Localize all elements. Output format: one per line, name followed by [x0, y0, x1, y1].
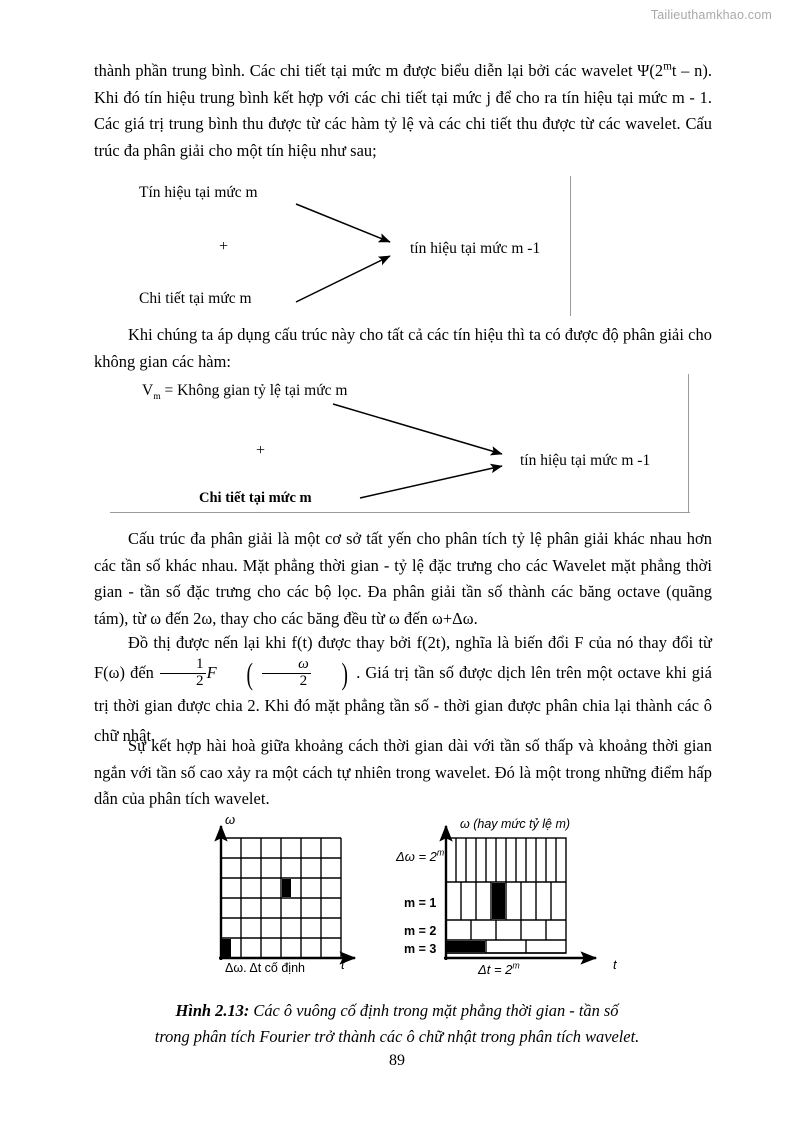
right-paren-icon: ): [341, 655, 348, 691]
diagram-1-plus-sign: +: [219, 238, 229, 255]
right-panel-top-label: ω (hay mức tỷ lệ m): [460, 817, 571, 831]
right-panel-label-m3: m = 3: [404, 942, 437, 956]
paragraph-2: Khi chúng ta áp dụng cấu trúc này cho tất cả các tín hiệu thì ta có được độ phân giải cho không gian các hàm:: [94, 325, 712, 371]
left-panel-y-axis-label: ω: [225, 812, 236, 827]
watermark-text: Tailieuthamkhao.com: [650, 8, 772, 22]
paragraph-5: Sự kết hợp hài hoà giữa khoảng cách thời gian dài với tần số thấp và khoảng thời gian ngắn với tần số cao xảy ra một cách tự nhiên trong wavelet. Đó là một trong những điểm hấp dẫn của phân tích wavelet.: [94, 736, 712, 808]
right-panel-filled-cell-1: [447, 941, 485, 952]
paragraph-1-part-a: thành phần trung bình. Các chi tiết tại mức m được biểu diễn lại bởi các wavelet: [94, 61, 638, 80]
diagram-1-right-border: [570, 176, 571, 316]
psi-exponent: m: [663, 60, 672, 73]
diagram-multiresolution-signal: [0, 172, 794, 320]
omega-denominator: 2: [299, 672, 308, 689]
paragraph-1-block: [94, 58, 712, 164]
delta-omega-text: Δω = 2: [396, 849, 437, 864]
diagram-2-bottom-border: [110, 512, 690, 513]
paragraph-1: [94, 58, 712, 164]
function-F-symbol: F: [206, 663, 217, 683]
left-paren-icon: (: [246, 655, 253, 691]
delta-omega-exponent: m: [436, 847, 445, 858]
diagram-function-space: [0, 372, 794, 520]
fraction-one-half: [160, 657, 206, 690]
caption-number: Hình 2.13:: [175, 1001, 250, 1020]
paragraph-4-part-b: . Giá trị tần số được dịch lên trên một octave khi giá trị thời gian được chia 2. Khi đó mặt phẳng tần số - thời gian được phân chia lại thành các ô chữ nhật.: [94, 663, 712, 745]
figure-2-13: [0, 812, 794, 997]
fraction-denominator: 2: [195, 672, 204, 689]
paragraph-3: Cấu trúc đa phân giải là một cơ sở tất yến cho phân tích tỷ lệ phân giải khác nhau hơn các tần số khác nhau. Mặt phẳng thời gian - tỷ lệ đặc trưng cho các Wavelet mặt phẳng thời gian - tần số đặc trưng cho các bộ lọc. Đa phân giải tần số thành các băng octave (quãng tám), từ ω đến 2ω, thay cho các băng đều từ ω đến ω+Δω.: [94, 529, 712, 628]
paragraph-3-block: [94, 526, 712, 632]
delta-t-text: Δt = 2: [478, 962, 513, 977]
page-number: 89: [389, 1052, 405, 1069]
diagram-1-arrows: [0, 172, 794, 320]
delta-t-exponent: m: [512, 960, 520, 971]
paragraph-2-block: [94, 322, 712, 375]
left-panel-bottom-label: Δω. Δt cố định: [225, 961, 305, 975]
diagram-2-plus-sign: +: [256, 442, 266, 459]
fraction-numerator: 1: [160, 657, 206, 674]
diagram-2-output-label: tín hiệu tại mức m -1: [520, 452, 651, 469]
left-panel-grid: [221, 838, 341, 958]
diagram-2-arrows: [0, 372, 794, 520]
diagram-2-input-bottom-label: Chi tiết tại mức m: [199, 490, 312, 506]
omega-numerator: ω: [262, 657, 311, 674]
right-panel-x-axis-label: t: [613, 957, 617, 972]
figure-caption: [97, 998, 697, 1050]
v-rest: = Không gian tỷ lệ tại mức m: [160, 382, 348, 399]
caption-line-2: trong phân tích Fourier trở thành các ô chữ nhật trong phân tích wavelet.: [154, 1027, 640, 1046]
right-panel-bottom-label: [478, 962, 520, 977]
right-panel-grid: [446, 838, 566, 953]
caption-line-1: Các ô vuông cố định trong mặt phẳng thời gian - tần số: [249, 1001, 619, 1020]
v-variable: V: [142, 382, 154, 399]
psi-open: Ψ(2: [637, 61, 664, 80]
paragraph-4-part-a: Đồ thị được nến lại khi f(t) được thay bởi f(2t), nghĩa là biến đổi F của nó thay đổi từ F(ω) đến: [94, 633, 712, 683]
paragraph-1-part-b: t – n). Khi đó tín hiệu trung bình kết hợp với các chi tiết tại mức j để cho ra tín hiệu tại mức m - 1. Các giá trị trung bình thu được từ các hàm tỷ lệ và các chi tiết thu được từ các wavelet. Cấu trúc đa phân giải cho một tín hiệu như sau;: [94, 61, 713, 160]
v-subscript: m: [153, 391, 161, 403]
fraction-omega-over-two: [262, 657, 311, 690]
diagram-1-input-bottom-label: Chi tiết tại mức m: [139, 290, 252, 307]
paragraph-5-block: [94, 733, 712, 813]
right-panel-filled-cell-0: [492, 883, 505, 919]
left-panel-filled-cell-0: [222, 939, 231, 957]
diagram-2-input-top-label: [142, 382, 348, 403]
diagram-1-input-top-label: Tín hiệu tại mức m: [139, 184, 258, 201]
right-panel-label-delta-omega: [396, 849, 444, 864]
diagram-2-right-border: [688, 374, 689, 512]
diagram-1-output-label: tín hiệu tại mức m -1: [410, 240, 541, 257]
left-panel-x-axis-label: t: [341, 957, 345, 972]
left-panel-filled-cell-1: [282, 879, 291, 897]
psi-formula: [637, 61, 672, 80]
right-panel-label-m1: m = 1: [404, 896, 437, 910]
right-panel-label-m2: m = 2: [404, 924, 437, 938]
